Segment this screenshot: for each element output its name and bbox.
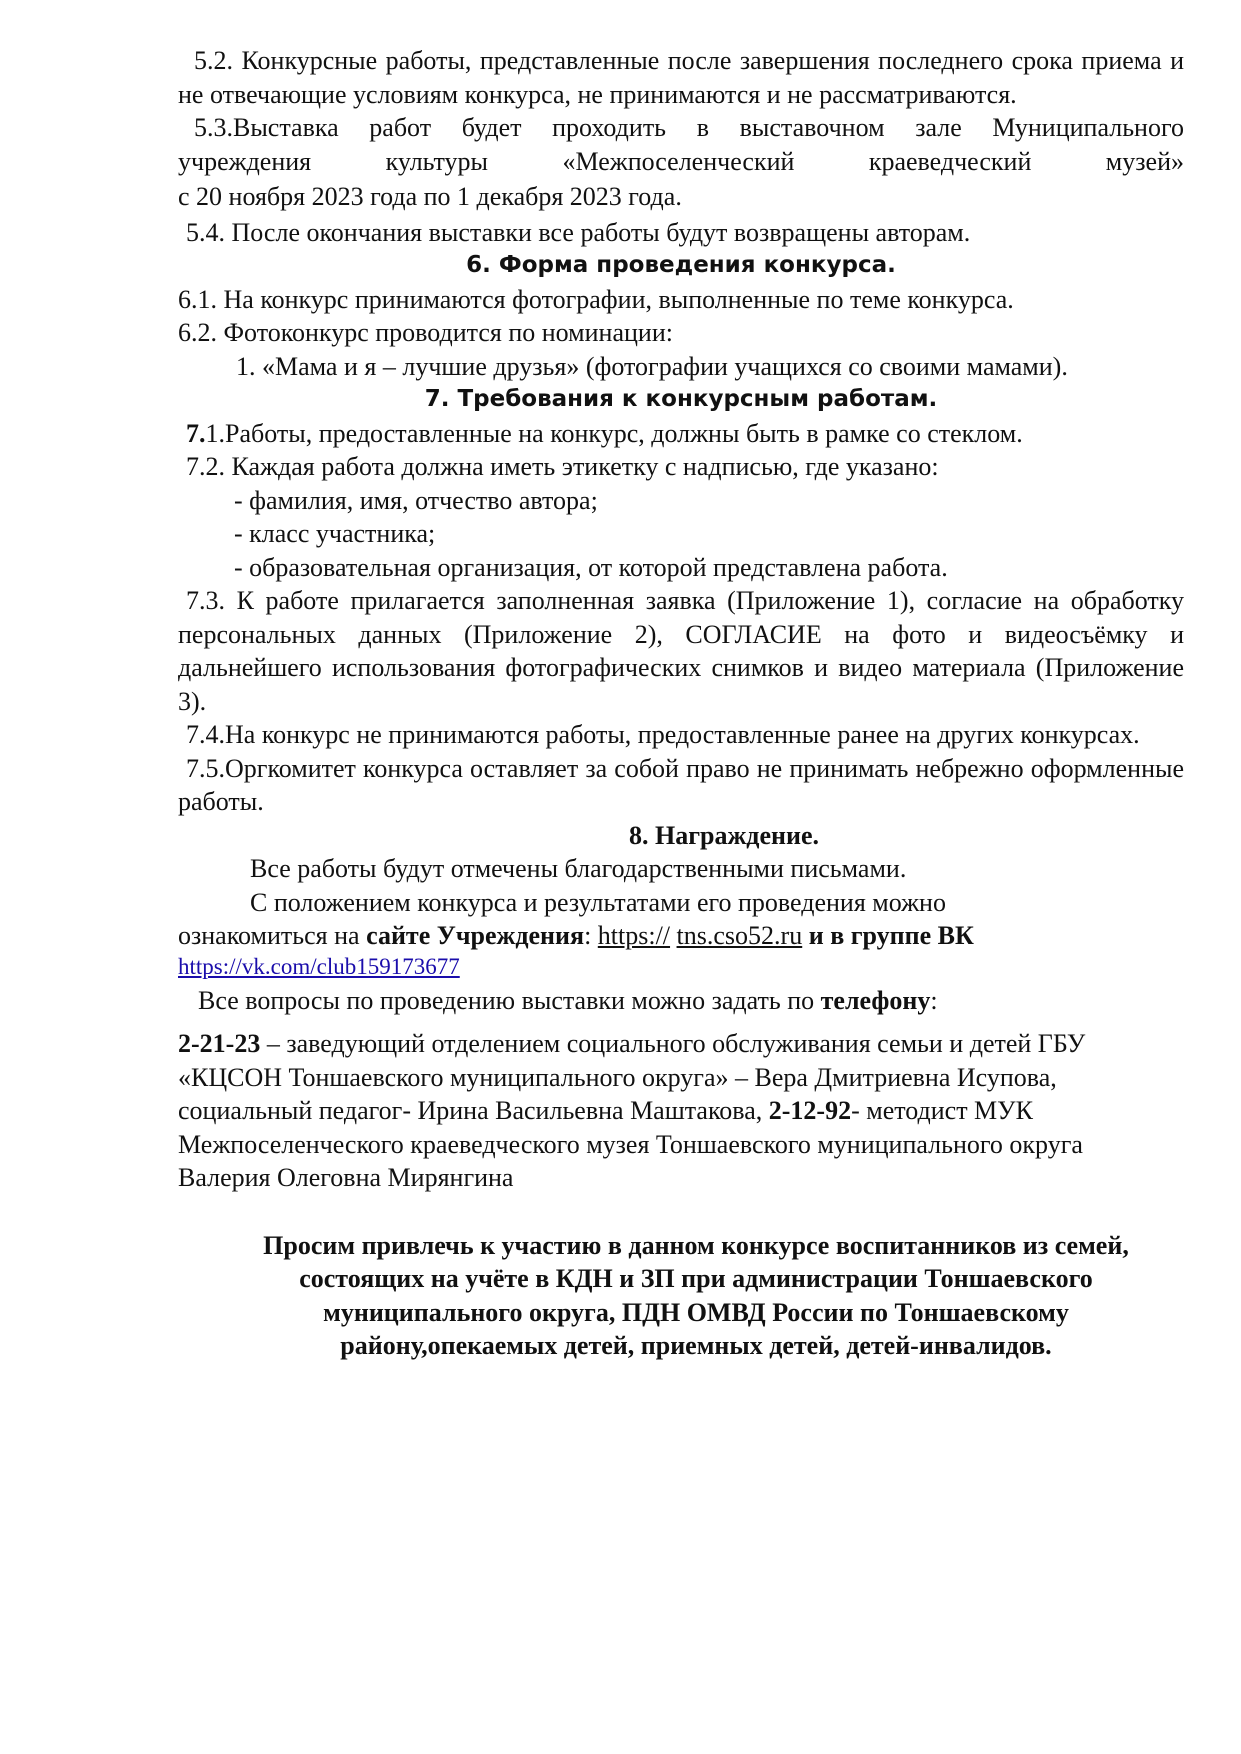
section-8-heading: 8. Награждение. xyxy=(628,820,820,850)
phone-colon: : xyxy=(930,985,938,1015)
paragraph-8-info-line2 xyxy=(178,919,1184,953)
appeal-line-3: муниципального округа, ПДН ОМВД России по Тоншаевскому xyxy=(323,1297,1069,1327)
appeal-line-1: Просим привлечь к участию в данном конкурсе воспитанников из семей, xyxy=(263,1230,1129,1260)
site-link-domain[interactable]: tns.cso52.ru xyxy=(676,921,803,950)
section-7-heading: 7. Требования к конкурсным работам. xyxy=(424,386,938,412)
contacts-paragraph xyxy=(178,1027,1184,1195)
paragraph-7-5: 7.5.Оргкомитет конкурса оставляет за собой право не принимать небрежно оформленные работы. xyxy=(178,753,1184,816)
site-link-protocol[interactable]: https:// xyxy=(597,921,671,950)
paragraph-5-2: 5.2. Конкурсные работы, представленные после завершения последнего срока приема и не отвечающие условиям конкурса, не принимаются и не рассматриваются. xyxy=(178,46,1184,109)
paragraph-7-2: 7.2. Каждая работа должна иметь этикетку с надписью, где указано: xyxy=(186,452,939,481)
paragraph-5-3-line1: 5.3.Выставка работ будет проходить в выставочном зале Муниципального xyxy=(194,113,1184,142)
paragraph-6-2: 6.2. Фотоконкурс проводится по номинации: xyxy=(178,318,673,347)
label-item-3: - образовательная организация, от которой представлена работа. xyxy=(234,552,948,582)
phone-number-1: 2-21-23 xyxy=(178,1029,261,1058)
paragraph-7-1-text: 1.Работы, предоставленные на конкурс, должны быть в рамке со стеклом. xyxy=(205,418,1023,448)
phone-number-2: 2-12-92 xyxy=(768,1096,852,1125)
nomination-item: 1. «Мама и я – лучшие друзья» (фотографии учащихся со своими мамами). xyxy=(236,351,1068,381)
paragraph-6-1: 6.1. На конкурс принимаются фотографии, выполненные по теме конкурса. xyxy=(178,284,1014,314)
paragraph-8-info-line1: С положением конкурса и результатами его проведения можно xyxy=(250,887,946,917)
appeal-line-2: состоящих на учёте в КДН и ЗП при администрации Тоншаевского xyxy=(299,1264,1093,1293)
label-item-2: - класс участника; xyxy=(234,519,436,548)
site-label: сайте Учреждения xyxy=(366,921,585,950)
paragraph-5-3-line2: учреждения культуры «Межпоселенческий краеведческий музей» xyxy=(178,146,1184,176)
colon-text: : xyxy=(584,921,598,950)
label-item-1: - фамилия, имя, отчество автора; xyxy=(234,485,598,515)
vk-link[interactable]: https://vk.com/club159173677 xyxy=(178,953,460,979)
paragraph-8-awards: Все работы будут отмечены благодарственными письмами. xyxy=(250,854,907,883)
phone-label: телефону xyxy=(820,985,931,1015)
vk-group-label: и в группе ВК xyxy=(802,921,974,950)
appeal-line-4: району,опекаемых детей, приемных детей, детей-инвалидов. xyxy=(340,1331,1052,1360)
paragraph-5-3-line3: с 20 ноября 2023 года по 1 декабря 2023 года. xyxy=(178,182,682,211)
paragraph-5-4: 5.4. После окончания выставки все работы будут возвращены авторам. xyxy=(186,217,971,247)
paragraph-7-3: 7.3. К работе прилагается заполненная заявка (Приложение 1), согласие на обработку персональных данных (Приложение 2), СОГЛАСИЕ на фото и видеосъёмку и дальнейшего использования фотографических снимков и видео материала (Приложение 3). xyxy=(178,586,1184,716)
paragraph-7-1 xyxy=(178,417,1184,451)
vk-link-line xyxy=(178,953,1184,980)
phone-intro-text: Все вопросы по проведению выставки можно задать по xyxy=(198,985,821,1015)
paragraph-7-4: 7.4.На конкурс не принимаются работы, предоставленные ранее на других конкурсах. xyxy=(186,720,1140,749)
info-text: ознакомиться на xyxy=(178,921,367,950)
document-body xyxy=(178,44,1184,1363)
contacts-text-1: – заведующий отделением социального обслуживания семьи и детей ГБУ «КЦСОН Тоншаевского муниципального округа» – Вера Дмитриевна Исупова, социальный педагог- Ирина Васильевна Маштакова, xyxy=(178,1029,1086,1125)
contacts-text-2: - методист МУК Межпоселенческого краеведческого музея Тоншаевского муниципального округа Валерия Олеговна Мирянгина xyxy=(178,1096,1083,1192)
section-6-heading: 6. Форма проведения конкурса. xyxy=(466,252,896,278)
paragraph-7-1-number: 7. xyxy=(186,418,206,448)
paragraph-8-phone xyxy=(178,980,1184,1018)
